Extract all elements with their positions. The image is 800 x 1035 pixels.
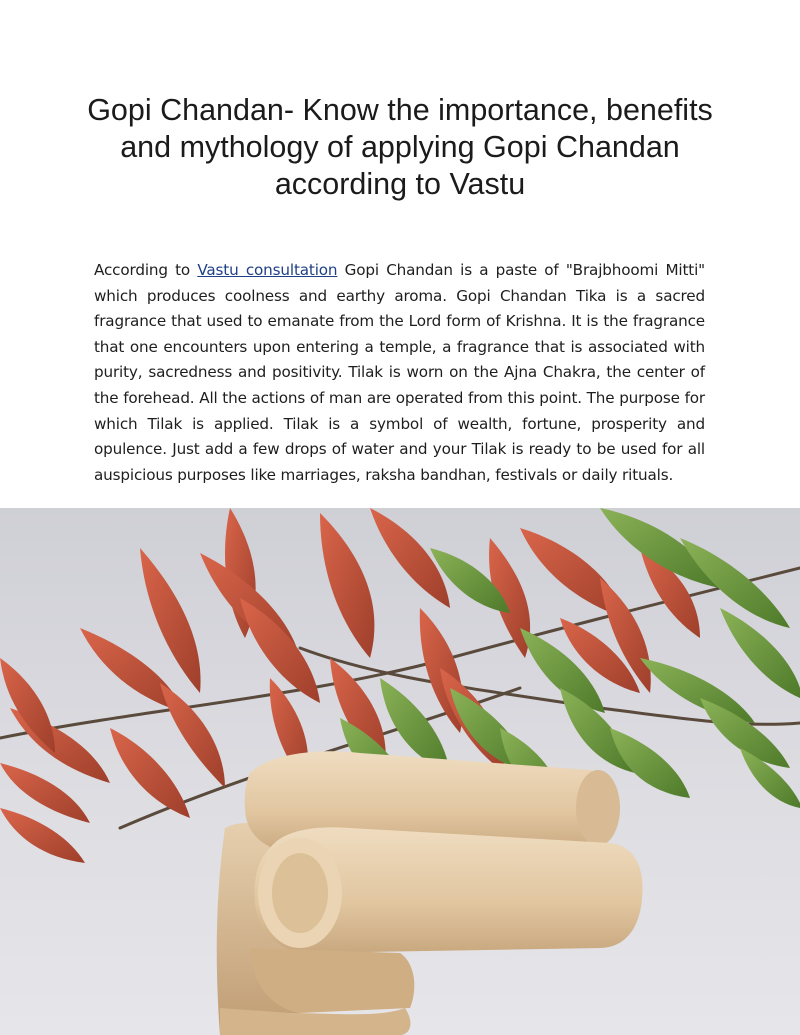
article-title: Gopi Chandan- Know the importance, benefits and mythology of applying Gopi Chandan according to Vastu [87,93,713,201]
article-body [94,258,705,488]
body-text: Gopi Chandan is a paste of "Brajbhoomi Mitti" which produces coolness and earthy aroma. Gopi Chandan Tika is a sacred fragrance that used to emanate from the Lord form of Krishna. It is the fragrance that one encounters upon entering a temple, a fragrance that is associated with purity, sacredness and positivity. Tilak is worn on the Ajna Chakra, the center of the forehead. All the actions of man are operated from this point. The purpose for which Tilak is applied. Tilak is a symbol of wealth, fortune, prosperity and opulence. Just add a few drops of water and your Tilak is ready to be used for all auspicious purposes like marriages, raksha bandhan, festivals or daily rituals. [94,261,706,484]
gopi-chandan-photo [0,508,800,1035]
vastu-consultation-link[interactable]: Vastu consultation [197,261,338,279]
intro-prefix: According to [94,261,198,279]
